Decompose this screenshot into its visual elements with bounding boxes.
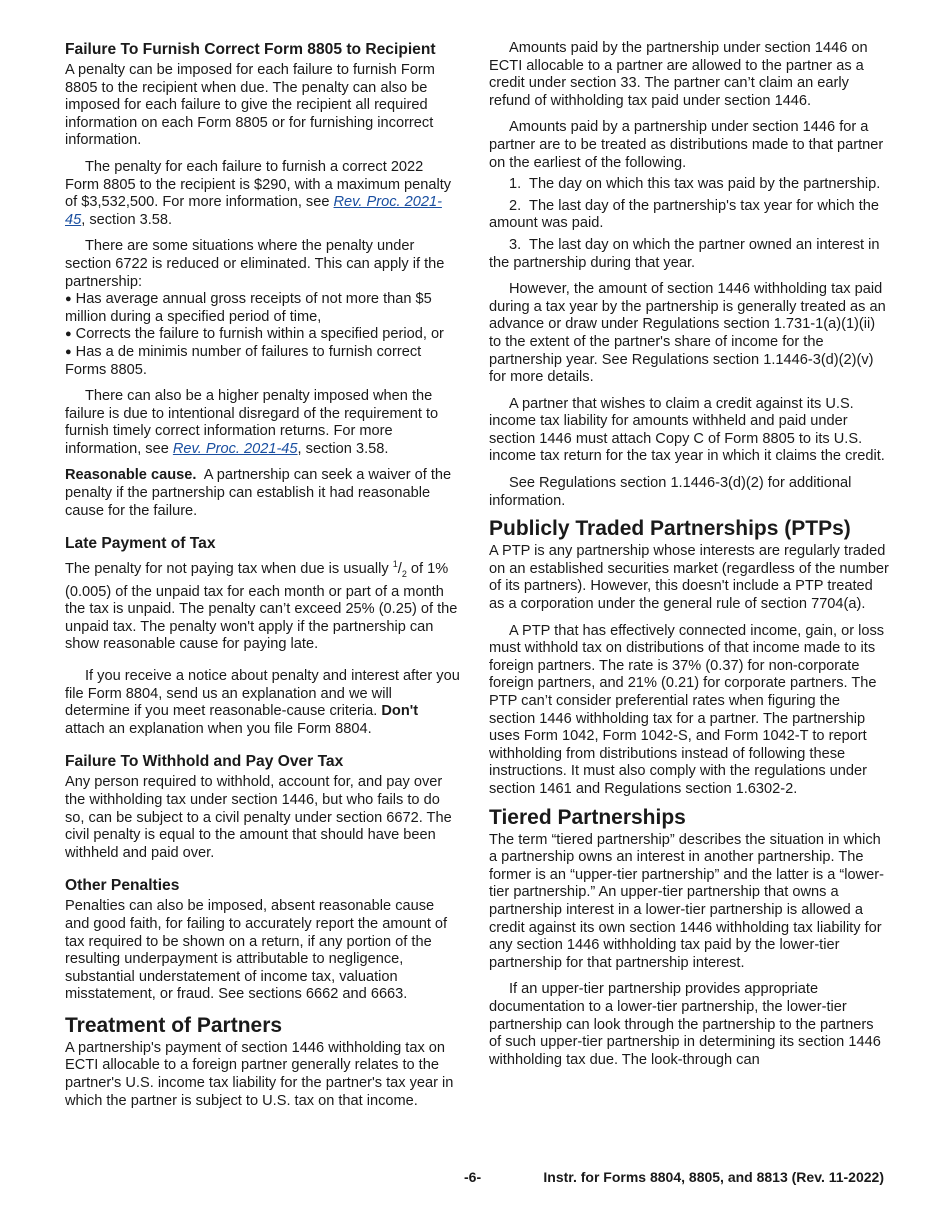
paragraph: Amounts paid by the partnership under section 1446 on ECTI allocable to a partner are allowed to the partner as a credit under section 33. The partner can’t claim an early refund of withholding tax paid under section 1446. — [489, 40, 868, 109]
paragraph: A partner that wishes to claim a credit against its U.S. income tax liability for amounts withheld and paid under section 1446 must attach Copy C of Form 8805 to its U.S. income tax return for the tax year in which it claims the credit. — [489, 395, 885, 465]
paragraph: If an upper-tier partnership provides appropriate documentation to a lower-tier partnership, the lower-tier partnership can look through the partnership to the partners of such upper-tier partnership in determining its section 1446 withholding tax due. The look-through can — [489, 981, 881, 1068]
rev-proc-link[interactable]: Rev. Proc. 2021-45 — [172, 440, 298, 457]
list-item: ● Has a de minimis number of failures to furnish correct Forms 8805. — [65, 343, 422, 378]
list-item: 1. The day on which this tax was paid by the partnership. — [509, 176, 881, 193]
left-column — [65, 40, 460, 1119]
numbered-list — [489, 176, 889, 272]
paragraph-notice: If you receive a notice about penalty and interest after you file Form 8804, send us an explanation and we will determine if you meet reasonable-cause criteria. Don't attach an explanation when you file Form 8804. — [65, 667, 460, 737]
paragraph: See Regulations section 1.1446-3(d)(2) for additional information. — [489, 475, 852, 509]
heading-late-payment: Late Payment of Tax — [65, 535, 216, 553]
list-item: 3. The last day on which the partner owned an interest in the partnership during that year. — [489, 236, 880, 271]
list-item: ● Corrects the failure to furnish within a specified period, or — [65, 326, 444, 343]
paragraph: There are some situations where the penalty under section 6722 is reduced or eliminated. This can apply if the partnership: — [65, 238, 445, 290]
paragraph: A PTP that has effectively connected income, gain, or loss must withhold tax on distributions of that income made to its foreign partners. The rate is 37% (0.37) for non-corporate foreign partners, and 21% (0.21) for corporate partners. The PTP can’t consider preferential rates when figuring the section 1446 withholding tax for a partner. The partnership uses Form 1042, Form 1042-S, and Form 1042-T to report withholding from distributions instead of following these instructions. It must also comply with the regulations under section 1461 and Regulations section 1.6302-2. — [489, 622, 885, 797]
paragraph: However, the amount of section 1446 withholding tax paid during a tax year by the partnership is generally treated as an advance or draw under Regulations section 1.731-1(a)(1)(ii) to the extent of the partner's share of income for the partnership year. See Regulations section 1.1446-3(d)(2)(v) for more details. — [489, 281, 886, 386]
paragraph: The term “tiered partnership” describes the situation in which a partnership owns an interest in another partnership. The former is an “upper-tier partnership” and the latter is a “lower-tier partnership.” An upper-tier partnership that owns a partnership interest in a lower-tier partnership is allowed a credit against its own section 1446 withholding tax liability for any section 1446 withholding tax paid by the lower-tier partnership for that partnership interest. — [489, 831, 885, 971]
paragraph: A penalty can be imposed for each failure to furnish Form 8805 to the recipient when due. The penalty can also be imposed for each failure to give the recipient all required information on each Form 8805 or for furnishing incorrect information. — [65, 62, 435, 149]
run-in-heading: Reasonable cause. — [65, 467, 197, 484]
heading-treatment-of-partners: Treatment of Partners — [65, 1013, 283, 1037]
paragraph-late-payment: The penalty for not paying tax when due is usually $^1/_2$ of 1% (0.005) of the unpaid tax for each month or part of a month the tax is unpaid. The penalty can’t exceed 25% (0.25) of the unpaid tax. The penalty won't apply if the partnership can show reasonable cause for paying late. — [65, 559, 458, 653]
paragraph-higher-penalty: There can also be a higher penalty imposed when the failure is due to intentional disregard of the requirement to furnish timely correct information returns. For more information, see Rev. Proc. 2021-45, section 3.58. — [65, 388, 439, 457]
rev-proc-link[interactable]: Rev. Proc. 2021-45 — [65, 194, 442, 228]
heading-tiered-partnerships: Tiered Partnerships — [489, 805, 686, 829]
paragraph: Penalties can also be imposed, absent reasonable cause and good faith, for failing to accurately report the amount of tax required to be shown on a return, if any portion of the resulting underpayment is attributable to negligence, substantial understatement of income tax, valuation misstatement, or fraud. See sections 6662 and 6663. — [65, 898, 448, 1003]
footer-title: Instr. for Forms 8804, 8805, and 8813 (Rev. 11-2022) — [543, 1169, 884, 1185]
right-column — [489, 40, 889, 1078]
heading-failure-to-furnish: Failure To Furnish Correct Form 8805 to Recipient — [65, 41, 436, 58]
heading-other-penalties: Other Penalties — [65, 877, 180, 895]
paragraph: Amounts paid by a partnership under section 1446 for a partner are to be treated as distributions made to that partner on the earliest of the following. — [489, 119, 884, 171]
heading-failure-to-withhold: Failure To Withhold and Pay Over Tax — [65, 753, 344, 771]
heading-ptp: Publicly Traded Partnerships (PTPs) — [489, 517, 851, 541]
paragraph-reasonable-cause: Reasonable cause. A partnership can seek a waiver of the penalty if the partnership can establish it had reasonable cause for the failure. — [65, 467, 452, 519]
list-item: 2. The last day of the partnership's tax year for which the amount was paid. — [489, 197, 880, 232]
bullet-list — [65, 291, 460, 379]
page-number: -6- — [464, 1169, 482, 1185]
paragraph-penalty-amount: The penalty for each failure to furnish a correct 2022 Form 8805 to the recipient is $290, with a maximum penalty of $3,532,500. For more information, see Rev. Proc. 2021-45, section 3.58. — [65, 158, 452, 228]
paragraph: A PTP is any partnership whose interests are regularly traded on an established securities market (regardless of the number of its partners). However, this doesn't include a PTP treated as a corporation under the general rule of section 7704(a). — [489, 543, 889, 613]
paragraph: A partnership's payment of section 1446 withholding tax on ECTI allocable to a foreign partner generally relates to the partner's U.S. income tax liability for the partner's tax year in which the partner is subject to U.S. tax on that income. — [65, 1039, 454, 1109]
paragraph: Any person required to withhold, account for, and pay over the withholding tax under section 1446, but who fails to do so, can be subject to a civil penalty under section 6672. The civil penalty is equal to the amount that should have been withheld and paid over. — [65, 774, 452, 861]
list-item: ● Has average annual gross receipts of not more than $5 million during a specified period of time, — [65, 291, 432, 325]
